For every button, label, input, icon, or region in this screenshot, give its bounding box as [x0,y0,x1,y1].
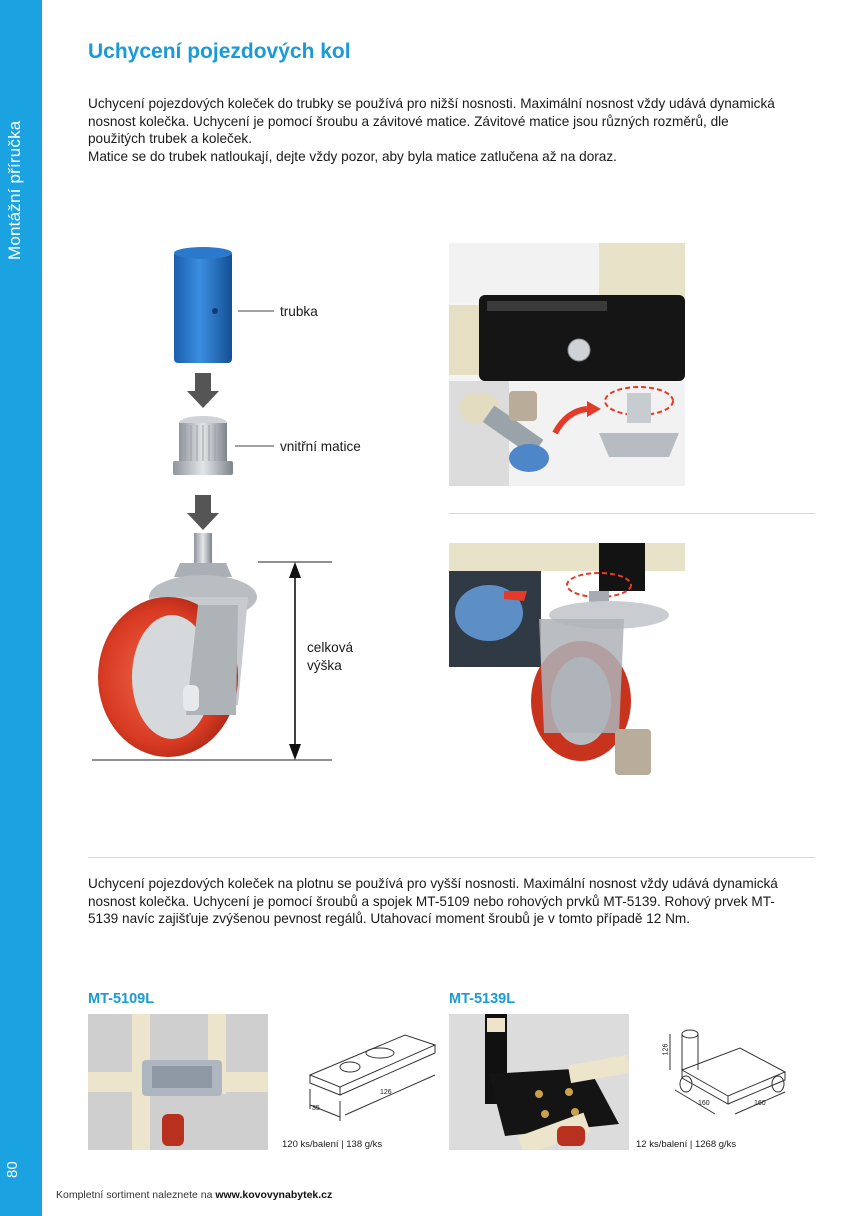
sidebar [0,0,42,1216]
packaging-info: 12 ks/balení | 1268 g/ks [636,1139,737,1150]
footer-text: Kompletní sortiment naleznete na [56,1189,216,1201]
divider [449,513,815,514]
arrow-down-icon [187,495,219,530]
intro-line: Matice se do trubek natloukají, dejte vždy pozor, aby byla matice zatlučena až na doraz. [88,148,617,164]
page-title: Uchycení pojezdových kol [88,40,351,63]
product-code: MT-5139L [449,991,516,1007]
nut [173,416,233,475]
caster-wheel [98,533,257,757]
page-number: 80 [4,1161,21,1178]
height-dimension [289,562,301,760]
photo-nut-insertion [449,243,685,486]
dimension-label: 126 [380,1089,392,1096]
plate-line: nosnost kolečka. Uchycení je pomocí šroubů a spojek MT-5109 nebo rohových prvků MT-5139. Rohový prvek MT- [88,893,775,909]
label-height-1: celková [307,640,354,655]
intro-line: použitých trubek a koleček. [88,131,252,146]
divider [88,857,815,858]
packaging-info: 120 ks/balení | 138 g/ks [282,1139,383,1150]
label-tube: trubka [280,304,318,319]
drawing-mt5109l [290,1025,440,1135]
plate-paragraph [88,875,808,928]
footer [56,1189,332,1201]
intro-line: nosnost kolečka. Uchycení je pomocí šroubu a závitové matice. Závitové matice jsou různých rozměrů, dle [88,113,729,129]
dimension-label: 126 [662,1043,670,1056]
product-code: MT-5109L [88,991,155,1007]
arrow-down-icon [187,373,219,408]
intro-paragraph [88,95,808,165]
footer-link[interactable]: www.kovovynabytek.cz [215,1189,333,1201]
photo-caster-mounted [449,543,685,801]
plate-line: 5139 navíc zajišťuje zvýšenou pevnost regálů. Utahovací moment šroubů je v tomto případě 12 Nm. [88,911,691,926]
caster-diagram [88,245,338,765]
dimension-label: 35 [312,1105,320,1112]
intro-line: Uchycení pojezdových koleček do trubky se používá pro nižší nosnosti. Maximální nosnost vždy udává dynamická [88,96,775,111]
plate-line: Uchycení pojezdových koleček na plotnu se používá pro vyšší nosnosti. Maximální nosnost vždy udává dynamická [88,876,778,891]
label-height-2: výška [307,658,342,673]
drawing-mt5139l [650,1022,795,1134]
product-photo-mt5109l [88,1014,268,1150]
label-nut: vnitřní matice [280,439,361,454]
product-photo-mt5139l [449,1014,629,1150]
tube [174,247,232,363]
sidebar-title: Montážní příručka [5,120,24,260]
dimension-label: 160 [698,1100,710,1107]
dimension-label: 160 [754,1100,766,1107]
